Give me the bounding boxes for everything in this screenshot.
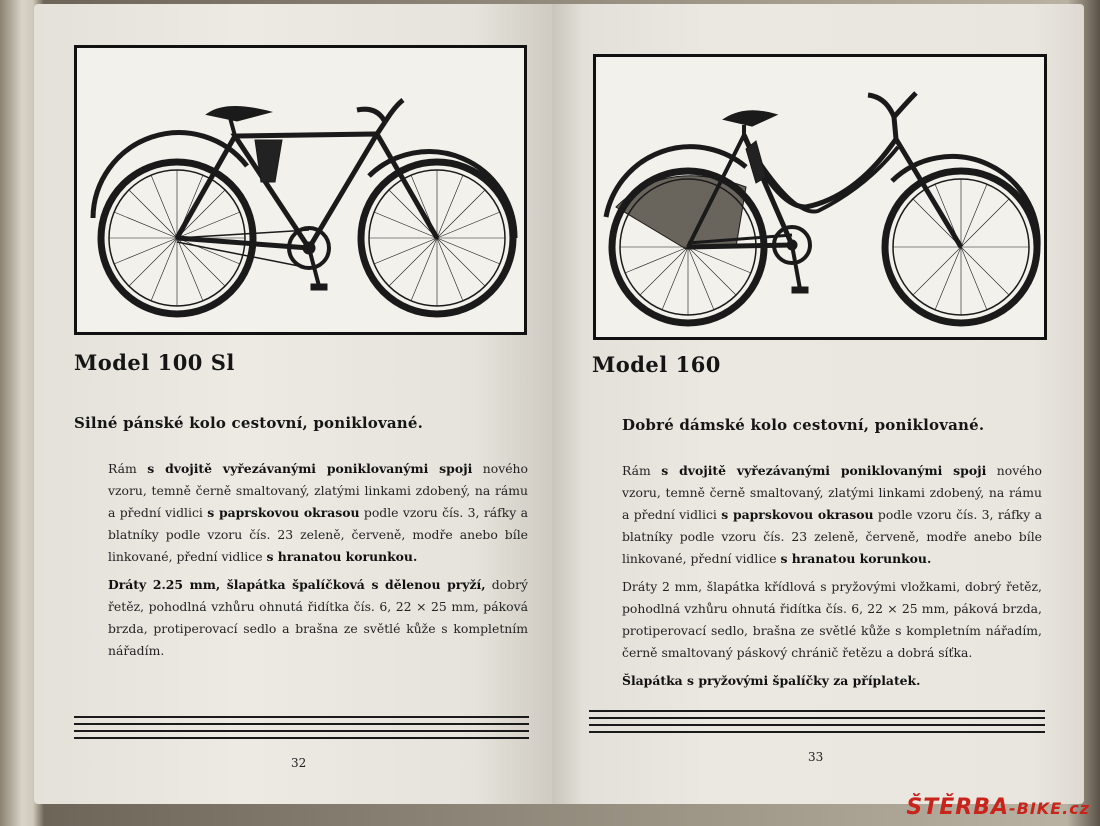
text-run: podle vzoru čís. 3, ráfky a blatníky podle vzoru čís. 23 zeleně, červeně, modře anebo bíle linkované, přední vidlice bbox=[108, 505, 528, 564]
text-run: Rám bbox=[108, 461, 148, 476]
text-run: nového vzoru, temně černě smaltovaný, zlatými linkami zdobený, na rámu a přední vidlici bbox=[622, 463, 1042, 522]
paragraph bbox=[108, 574, 528, 662]
bold-text-run: s hranatou korunkou. bbox=[780, 551, 932, 566]
bold-text-run: Dráty 2.25 mm, šlapátka špalíčková s dělenou pryží, bbox=[108, 577, 486, 592]
page-number: 33 bbox=[808, 750, 824, 764]
bold-text-run: s paprskovou okrasou bbox=[207, 505, 360, 520]
decorative-rules bbox=[74, 716, 529, 746]
decorative-rules bbox=[589, 710, 1045, 740]
description-text bbox=[622, 460, 1042, 698]
paragraph bbox=[622, 460, 1042, 570]
paragraph bbox=[622, 670, 1042, 692]
model-subtitle: Silné pánské kolo cestovní, poniklované. bbox=[74, 414, 424, 432]
text-run: dobrý řetěz, pohodlná vzhůru ohnutá řidítka čís. 6, 22 × 25 mm, páková brzda, protiperovací sedlo a brašna ze světlé kůže s kompletním nářadím. bbox=[108, 577, 528, 658]
bold-text-run: s hranatou korunkou. bbox=[266, 549, 418, 564]
text-run: Rám bbox=[622, 463, 662, 478]
paragraph bbox=[108, 458, 528, 568]
model-title: Model 160 bbox=[592, 352, 721, 377]
paragraph bbox=[622, 576, 1042, 664]
bold-text-run: Šlapátka s pryžovými špalíčky za příplatek. bbox=[622, 673, 921, 688]
ladies-bicycle-illustration bbox=[593, 54, 1047, 340]
watermark-part1: ŠTĚRBA bbox=[906, 795, 1009, 820]
text-run: Dráty 2 mm, šlapátka křídlová s pryžovými vložkami, dobrý řetěz, pohodlná vzhůru ohnutá řidítka čís. 6, 22 × 25 mm, páková brzda, protiperovací sedlo, brašna ze světlé kůže s kompletním nářadím, černě smaltovaný páskový chránič řetězu a dobrá síťka. bbox=[622, 579, 1042, 660]
model-subtitle: Dobré dámské kolo cestovní, poniklované. bbox=[622, 416, 985, 434]
gents-bicycle-icon bbox=[77, 48, 524, 332]
text-run: podle vzoru čís. 3, ráfky a blatníky podle vzoru čís. 23 zeleně, červeně, modře anebo bíle linkované, přední vidlice bbox=[622, 507, 1042, 566]
bold-text-run: s dvojitě vyřezávanými poniklovanými spoji bbox=[147, 461, 473, 476]
bold-text-run: s paprskovou okrasou bbox=[721, 507, 874, 522]
bold-text-run: s dvojitě vyřezávanými poniklovanými spoji bbox=[661, 463, 987, 478]
right-page bbox=[552, 4, 1084, 804]
ladies-bicycle-icon bbox=[596, 57, 1044, 337]
description-text bbox=[108, 458, 528, 668]
watermark-logo bbox=[906, 795, 1090, 820]
model-title: Model 100 Sl bbox=[74, 350, 235, 375]
text-run: nového vzoru, temně černě smaltovaný, zlatými linkami zdobený, na rámu a přední vidlici bbox=[108, 461, 528, 520]
watermark-part2: -BIKE.cz bbox=[1009, 799, 1090, 818]
page-number: 32 bbox=[291, 756, 307, 770]
gents-bicycle-illustration bbox=[74, 45, 527, 335]
left-page bbox=[34, 4, 552, 804]
